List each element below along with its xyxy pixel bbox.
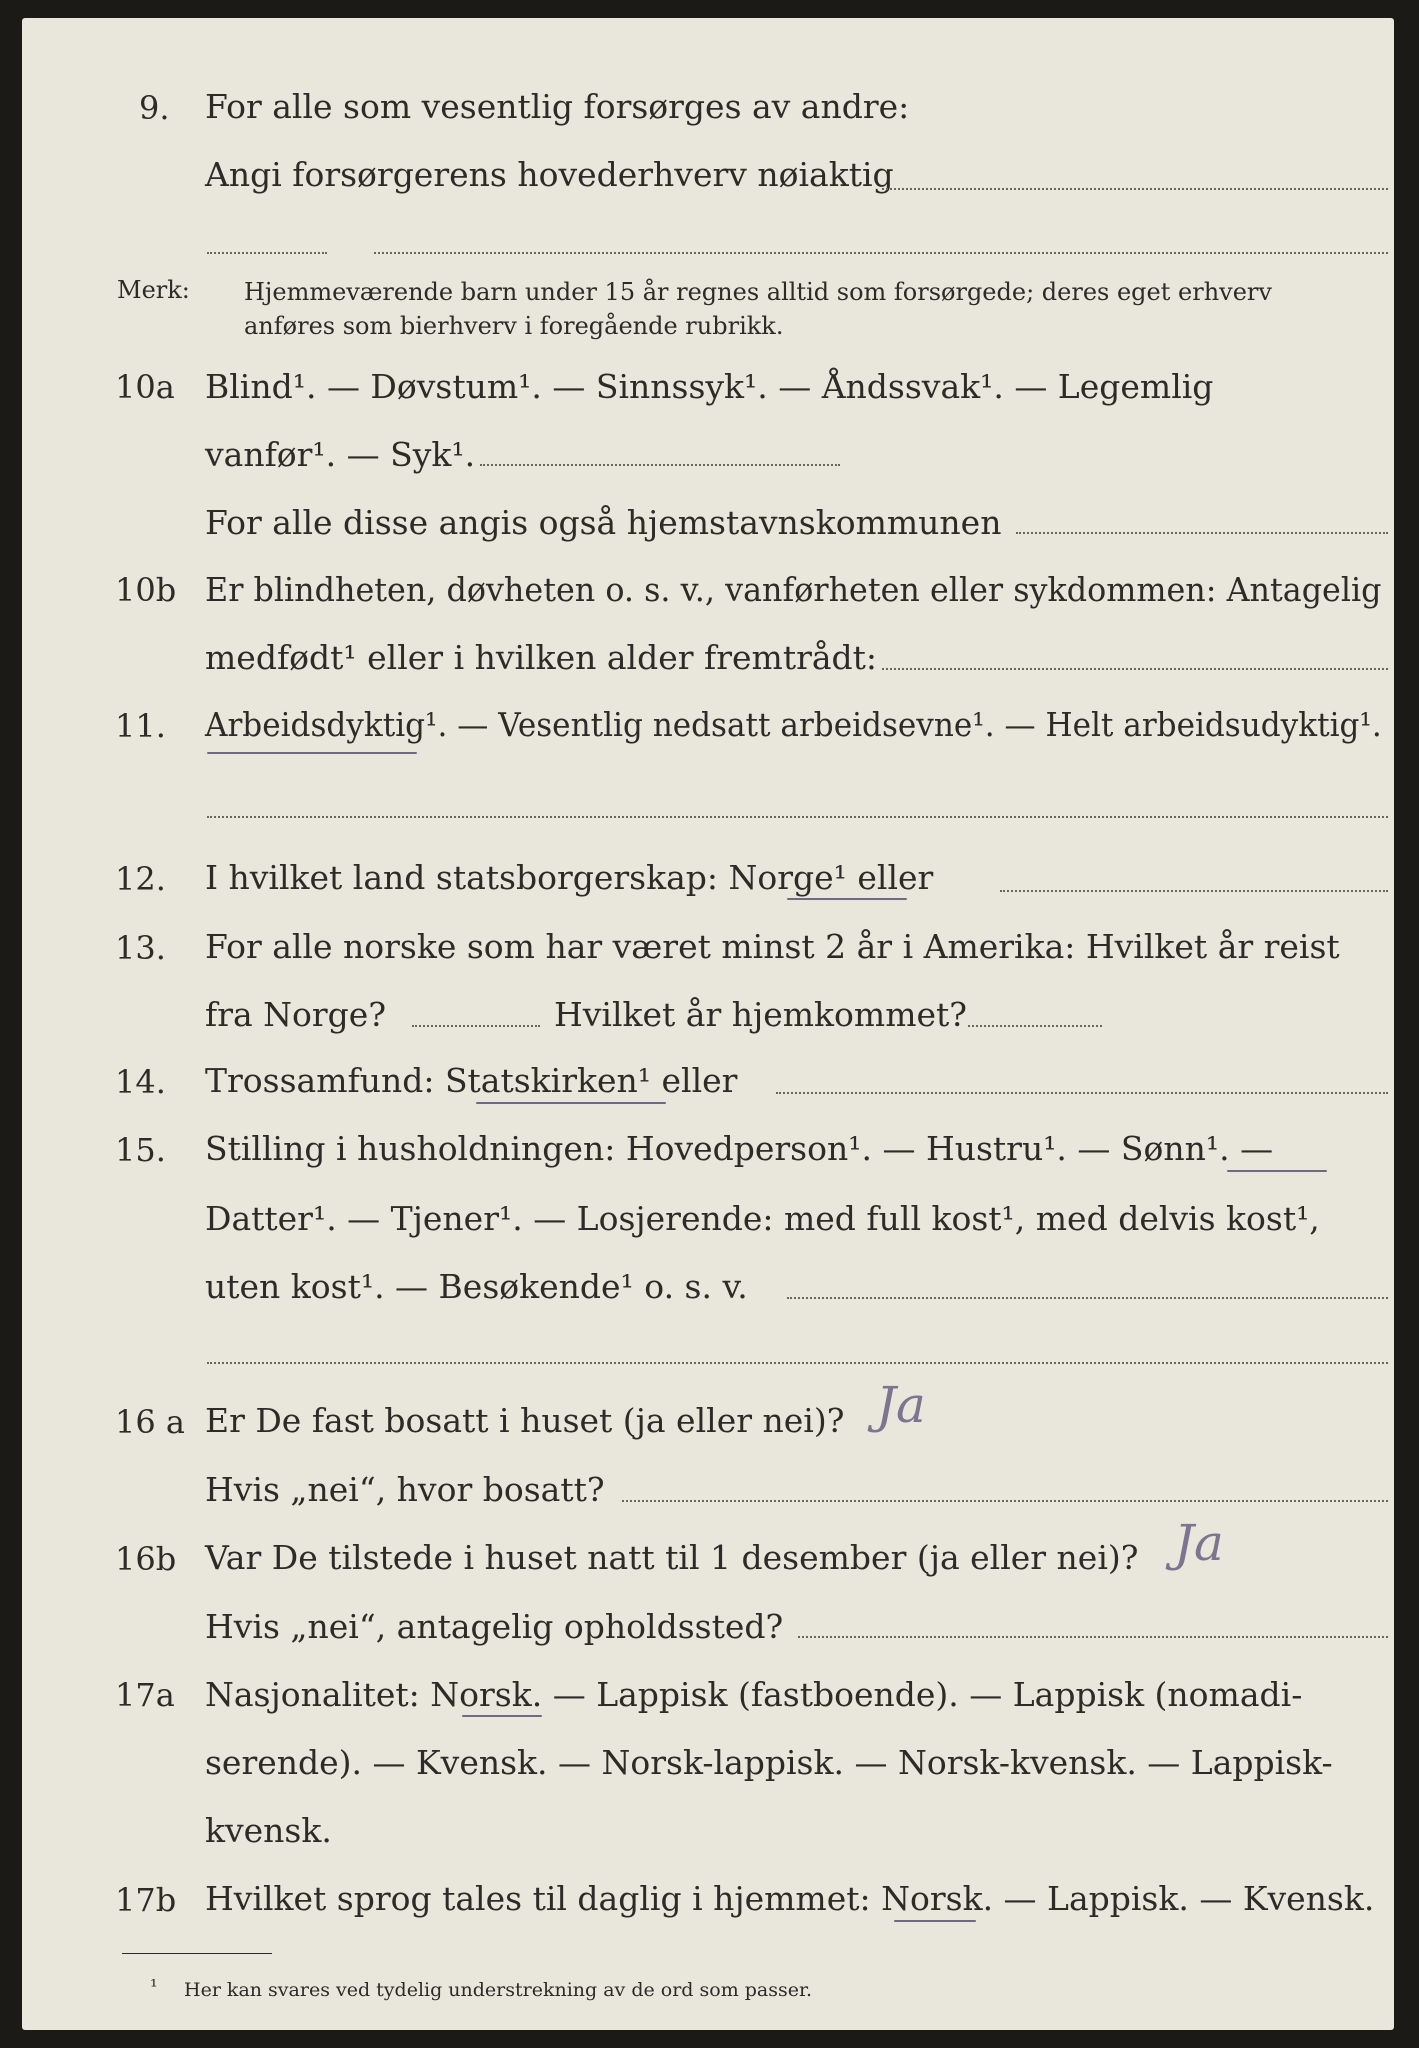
q13-line-2a: fra Norge?: [205, 995, 387, 1034]
q15-extra-field[interactable]: [207, 1362, 1388, 1364]
q11-line-1: Arbeidsdyktig¹. — Vesentlig nedsatt arbeidsevne¹. — Helt arbeidsudyktig¹.: [205, 705, 1382, 744]
q17b-answer-underline: [894, 1920, 976, 1922]
q9-occupation-field-cont-b[interactable]: [374, 252, 1388, 254]
q10a-sick-field[interactable]: [480, 464, 840, 466]
q9-occupation-field-cont-a[interactable]: [207, 252, 327, 254]
q16a-line-2: Hvis „nei“, hvor bosatt?: [205, 1470, 605, 1509]
q15-other-field[interactable]: [787, 1297, 1388, 1299]
q12-number: 12.: [115, 860, 166, 898]
q10a-line-2: vanfør¹. — Syk¹.: [205, 435, 476, 474]
q15-line-2: Datter¹. — Tjener¹. — Losjerende: med full kost¹, med delvis kost¹,: [205, 1199, 1320, 1238]
q12-other-country-field[interactable]: [1000, 890, 1388, 892]
q17b-number: 17b: [115, 1881, 177, 1919]
q15-line-1: Stilling i husholdningen: Hovedperson¹. — Hustru¹. — Sønn¹. —: [205, 1129, 1274, 1168]
q17a-answer-underline: [462, 1715, 542, 1717]
q14-answer-underline: [476, 1102, 666, 1104]
q9-occupation-label: Angi forsørgerens hovederhverv nøiaktig: [205, 155, 894, 194]
q17a-line-2: serende). — Kvensk. — Norsk-lappisk. — Norsk-kvensk. — Lappisk-: [205, 1743, 1333, 1782]
q10a-line-1: Blind¹. — Døvstum¹. — Sinnssyk¹. — Åndssvak¹. — Legemlig: [205, 367, 1214, 406]
q16a-number: 16 a: [115, 1403, 185, 1441]
q13-year-returned-field[interactable]: [968, 1025, 1102, 1027]
footnote-mark: ¹: [150, 1976, 158, 1998]
q10a-number: 10a: [115, 368, 175, 406]
q11-extra-field[interactable]: [207, 816, 1388, 818]
q17b-line-1: Hvilket sprog tales til daglig i hjemmet: Norsk. — Lappisk. — Kvensk.: [205, 1879, 1375, 1918]
q13-line-1: For alle norske som har været minst 2 år i Amerika: Hvilket år reist: [205, 927, 1340, 966]
q9-number: 9.: [139, 89, 170, 127]
q11-answer-underline: [207, 752, 417, 754]
merk-line-1: Hjemmeværende barn under 15 år regnes alltid som forsørgede; deres eget erhverv: [244, 278, 1272, 306]
q10b-line-2: medfødt¹ eller i hvilken alder fremtrådt:: [205, 638, 878, 677]
q16a-line-1: Er De fast bosatt i huset (ja eller nei)?: [205, 1401, 845, 1440]
q15-answer-underline: [1227, 1170, 1327, 1172]
footnote-separator: [122, 1953, 272, 1954]
q12-answer-underline: [787, 898, 907, 900]
q10b-line-1: Er blindheten, døvheten o. s. v., vanførheten eller sykdommen: Antagelig: [205, 570, 1382, 609]
q16b-number: 16b: [115, 1540, 177, 1578]
q15-line-3: uten kost¹. — Besøkende¹ o. s. v.: [205, 1267, 748, 1306]
q15-number: 15.: [115, 1131, 166, 1169]
merk-label: Merk:: [117, 276, 190, 304]
q10a-home-municipality-field[interactable]: [1016, 532, 1388, 534]
q13-number: 13.: [115, 929, 166, 967]
q12-line-1: I hvilket land statsborgerskap: Norge¹ eller: [205, 858, 934, 897]
q17a-number: 17a: [115, 1676, 175, 1714]
q16b-handwritten-answer: Ja: [1174, 1514, 1224, 1572]
q13-line-2b: Hvilket år hjemkommet?: [554, 995, 967, 1034]
q14-number: 14.: [115, 1063, 166, 1101]
q9-text: For alle som vesentlig forsørges av andre:: [205, 87, 910, 126]
census-form-page: [22, 18, 1394, 2030]
q17a-line-1: Nasjonalitet: Norsk. — Lappisk (fastboende). — Lappisk (nomadi-: [205, 1675, 1303, 1714]
q16b-stay-place-field[interactable]: [798, 1636, 1388, 1638]
q16b-line-1: Var De tilstede i huset natt til 1 desember (ja eller nei)?: [205, 1538, 1139, 1577]
q10b-age-field[interactable]: [882, 668, 1388, 670]
q17a-line-3: kvensk.: [205, 1811, 332, 1850]
q16a-handwritten-answer: Ja: [876, 1376, 926, 1434]
q16b-line-2: Hvis „nei“, antagelig opholdssted?: [205, 1607, 784, 1646]
merk-line-2: anføres som bierhverv i foregående rubrikk.: [244, 312, 784, 340]
q14-line-1: Trossamfund: Statskirken¹ eller: [205, 1061, 738, 1100]
q13-year-left-field[interactable]: [412, 1025, 540, 1027]
q16a-residence-field[interactable]: [622, 1500, 1388, 1502]
q10a-line-3: For alle disse angis også hjemstavnskommunen: [205, 503, 1002, 542]
q11-number: 11.: [115, 707, 166, 745]
q14-other-faith-field[interactable]: [776, 1092, 1388, 1094]
q10b-number: 10b: [115, 571, 177, 609]
q9-occupation-field[interactable]: [882, 188, 1388, 190]
footnote-text: Her kan svares ved tydelig understrekning av de ord som passer.: [184, 1979, 813, 2001]
